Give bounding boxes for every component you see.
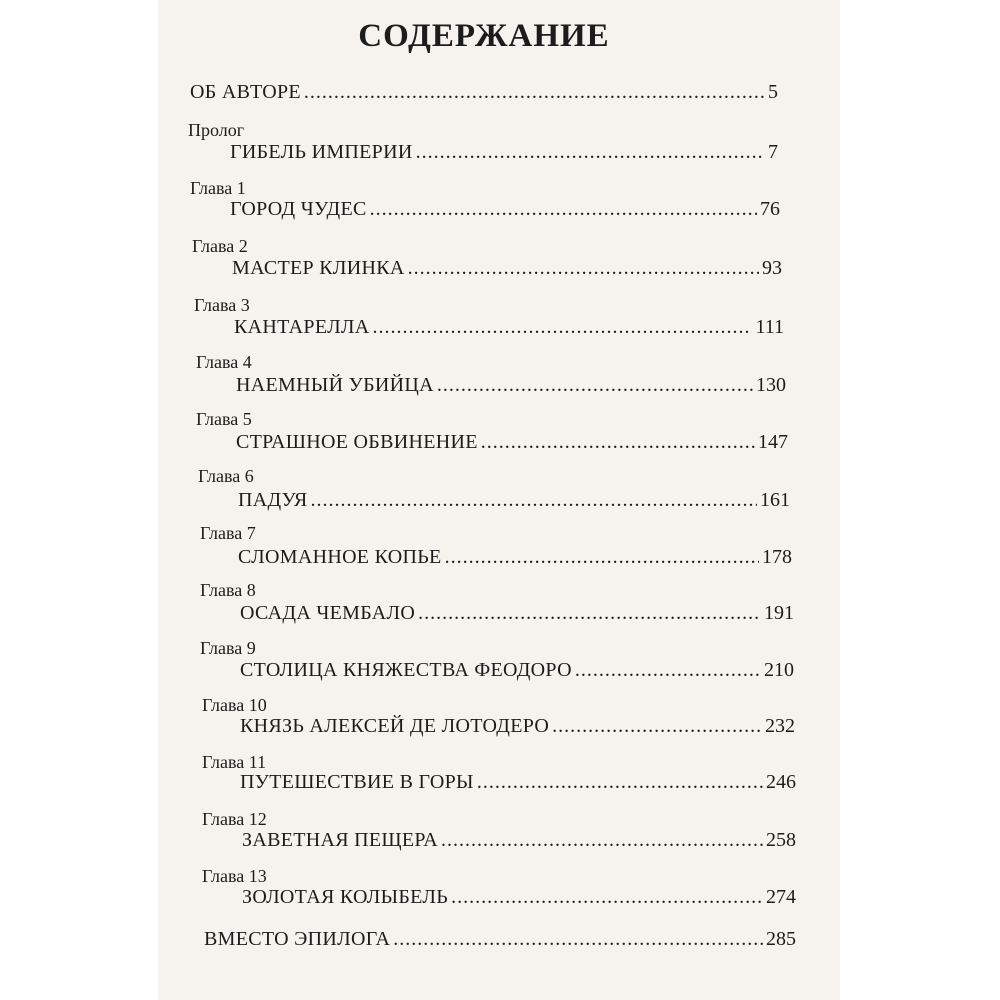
toc-entry-page-number: 130 bbox=[756, 374, 786, 396]
toc-entry-page-number: 258 bbox=[766, 829, 796, 851]
toc-entry-title: ПАДУЯ bbox=[238, 489, 308, 511]
chapter-label: Глава 4 bbox=[196, 352, 252, 372]
toc-entry-page-number: 111 bbox=[755, 316, 784, 338]
toc-entry-title: СТОЛИЦА КНЯЖЕСТВА ФЕОДОРО bbox=[240, 659, 572, 681]
toc-entry[interactable] bbox=[204, 927, 796, 951]
dot-leader bbox=[311, 488, 757, 512]
page-title: СОДЕРЖАНИЕ bbox=[358, 18, 610, 54]
dot-leader bbox=[481, 430, 755, 454]
dot-leader bbox=[575, 658, 761, 682]
chapter-label: Пролог bbox=[188, 120, 245, 140]
toc-entry-title: КАНТАРЕЛЛА bbox=[234, 316, 370, 338]
chapter-label: Глава 9 bbox=[200, 638, 256, 658]
toc-entry[interactable] bbox=[238, 488, 790, 512]
toc-entry-page-number: 161 bbox=[760, 489, 790, 511]
chapter-label: Глава 7 bbox=[200, 523, 256, 543]
dot-leader bbox=[445, 545, 759, 569]
toc-entry-page-number: 7 bbox=[768, 141, 778, 163]
toc-entry[interactable] bbox=[238, 545, 792, 569]
toc-entry-page-number: 285 bbox=[766, 928, 796, 950]
toc-entry[interactable] bbox=[232, 256, 782, 280]
toc-entry-title: СЛОМАННОЕ КОПЬЕ bbox=[238, 546, 442, 568]
chapter-label: Глава 10 bbox=[202, 695, 267, 715]
dot-leader bbox=[441, 828, 763, 852]
toc-entry[interactable] bbox=[190, 80, 778, 104]
toc-entry-page-number: 5 bbox=[768, 81, 778, 103]
dot-leader bbox=[393, 927, 763, 951]
dot-leader bbox=[304, 80, 765, 104]
toc-entry-title: ГИБЕЛЬ ИМПЕРИИ bbox=[230, 141, 413, 163]
toc-entry-page-number: 147 bbox=[758, 431, 788, 453]
dot-leader bbox=[370, 197, 757, 221]
toc-entry-page-number: 93 bbox=[762, 257, 782, 279]
toc-entry[interactable] bbox=[240, 714, 795, 738]
toc-entry[interactable] bbox=[230, 140, 778, 164]
dot-leader bbox=[373, 315, 753, 339]
toc-entry-page-number: 232 bbox=[765, 715, 795, 737]
dot-leader bbox=[408, 256, 759, 280]
chapter-label: Глава 12 bbox=[202, 809, 267, 829]
dot-leader bbox=[437, 373, 753, 397]
book-page bbox=[158, 0, 840, 1000]
chapter-label: Глава 5 bbox=[196, 409, 252, 429]
toc-entry[interactable] bbox=[240, 770, 796, 794]
toc-entry[interactable] bbox=[242, 885, 796, 909]
chapter-label: Глава 1 bbox=[190, 178, 246, 198]
toc-entry-title: КНЯЗЬ АЛЕКСЕЙ ДЕ ЛОТОДЕРО bbox=[240, 715, 550, 737]
chapter-label: Глава 8 bbox=[200, 580, 256, 600]
dot-leader bbox=[416, 140, 765, 164]
toc-entry[interactable] bbox=[240, 658, 794, 682]
dot-leader bbox=[451, 885, 763, 909]
chapter-label: Глава 11 bbox=[202, 752, 267, 772]
toc-entry-title: СТРАШНОЕ ОБВИНЕНИЕ bbox=[236, 431, 478, 453]
chapter-label: Глава 2 bbox=[192, 236, 248, 256]
toc-entry[interactable] bbox=[230, 197, 780, 221]
toc-entry-page-number: 274 bbox=[766, 886, 796, 908]
toc-entry-title: МАСТЕР КЛИНКА bbox=[232, 257, 405, 279]
chapter-label: Глава 13 bbox=[202, 866, 267, 886]
toc-entry-page-number: 178 bbox=[762, 546, 792, 568]
table-of-contents bbox=[158, 0, 840, 1000]
toc-entry-page-number: 191 bbox=[764, 602, 794, 624]
toc-entry[interactable] bbox=[236, 430, 788, 454]
toc-entry-title: ВМЕСТО ЭПИЛОГА bbox=[204, 928, 391, 950]
toc-entry-title: ЗОЛОТАЯ КОЛЫБЕЛЬ bbox=[242, 886, 449, 908]
toc-entry-title: НАЕМНЫЙ УБИЙЦА bbox=[236, 374, 434, 396]
chapter-label: Глава 3 bbox=[194, 295, 250, 315]
toc-entry[interactable] bbox=[234, 315, 784, 339]
toc-entry-page-number: 246 bbox=[766, 771, 796, 793]
toc-entry-title: ПУТЕШЕСТВИЕ В ГОРЫ bbox=[240, 771, 474, 793]
dot-leader bbox=[418, 601, 761, 625]
toc-entry-title: ОСАДА ЧЕМБАЛО bbox=[240, 602, 416, 624]
toc-entry-page-number: 210 bbox=[764, 659, 794, 681]
toc-entry-page-number: 76 bbox=[760, 198, 780, 220]
toc-entry-title: ОБ АВТОРЕ bbox=[190, 81, 301, 103]
dot-leader bbox=[477, 770, 763, 794]
toc-entry-title: ГОРОД ЧУДЕС bbox=[230, 198, 367, 220]
toc-entry[interactable] bbox=[240, 601, 794, 625]
toc-entry[interactable] bbox=[242, 828, 796, 852]
toc-entry-title: ЗАВЕТНАЯ ПЕЩЕРА bbox=[242, 829, 439, 851]
dot-leader bbox=[552, 714, 762, 738]
toc-entry[interactable] bbox=[236, 373, 786, 397]
chapter-label: Глава 6 bbox=[198, 466, 254, 486]
